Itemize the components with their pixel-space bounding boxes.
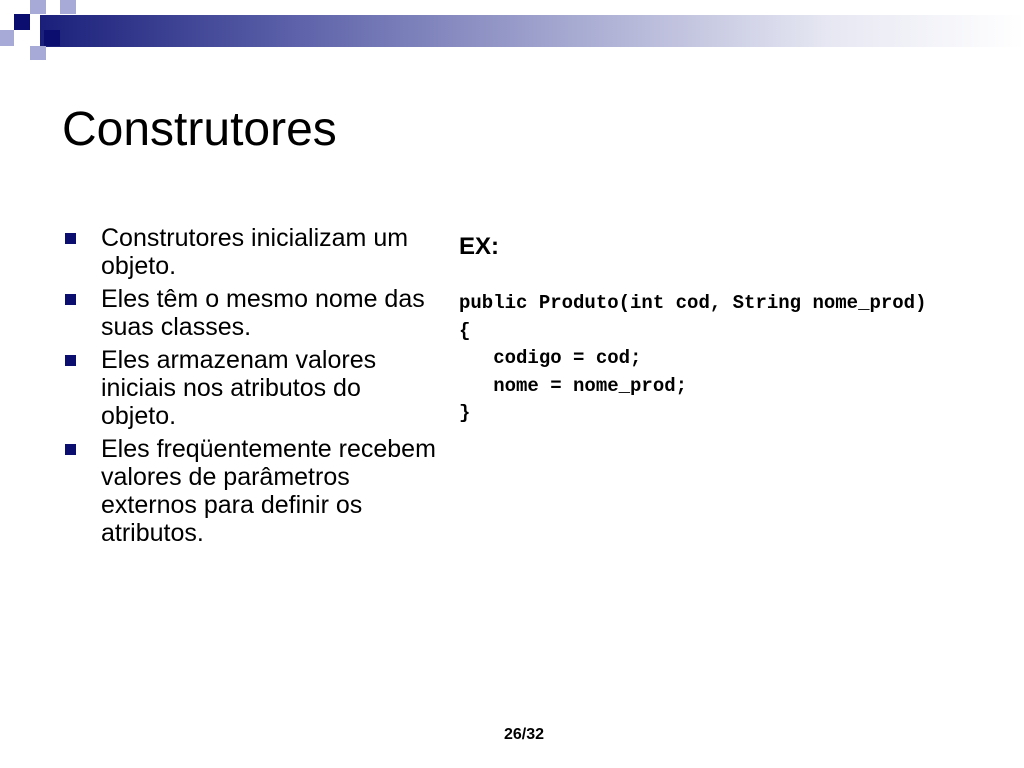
bullet-text: Eles armazenam valores iniciais nos atributos do objeto. <box>101 346 377 430</box>
bullet-item <box>62 435 442 547</box>
square-bullet-icon <box>65 444 76 455</box>
decor-square-navy <box>44 30 60 46</box>
decor-square-lavender <box>30 46 46 60</box>
bullet-text: Construtores inicializam um objeto. <box>101 224 409 280</box>
code-line: { <box>459 319 471 342</box>
code-line: nome = nome_prod; <box>459 374 688 397</box>
example-label: EX: <box>459 233 500 260</box>
bullet-item <box>62 224 442 280</box>
code-block <box>459 290 926 428</box>
header-gradient-bar <box>40 15 1024 47</box>
decor-square-lavender <box>0 30 14 46</box>
square-bullet-icon <box>65 355 76 366</box>
decor-square-lavender <box>60 0 76 14</box>
square-bullet-icon <box>65 294 76 305</box>
code-line: codigo = cod; <box>459 347 642 369</box>
square-bullet-icon <box>65 233 76 244</box>
page-number: 26/32 <box>504 726 545 743</box>
code-line: } <box>459 402 471 424</box>
slide-title: Construtores <box>62 103 337 156</box>
bullet-item <box>62 346 442 430</box>
code-line: public Produto(int cod, String nome_prod) <box>459 292 927 314</box>
bullet-text: Eles freqüentemente recebem valores de parâmetros externos para definir os atributos. <box>101 435 436 547</box>
decor-square-lavender <box>30 0 46 14</box>
bullet-list <box>62 224 442 552</box>
decor-square-navy <box>14 14 30 30</box>
bullet-item <box>62 285 442 341</box>
bullet-text: Eles têm o mesmo nome das suas classes. <box>101 285 425 341</box>
